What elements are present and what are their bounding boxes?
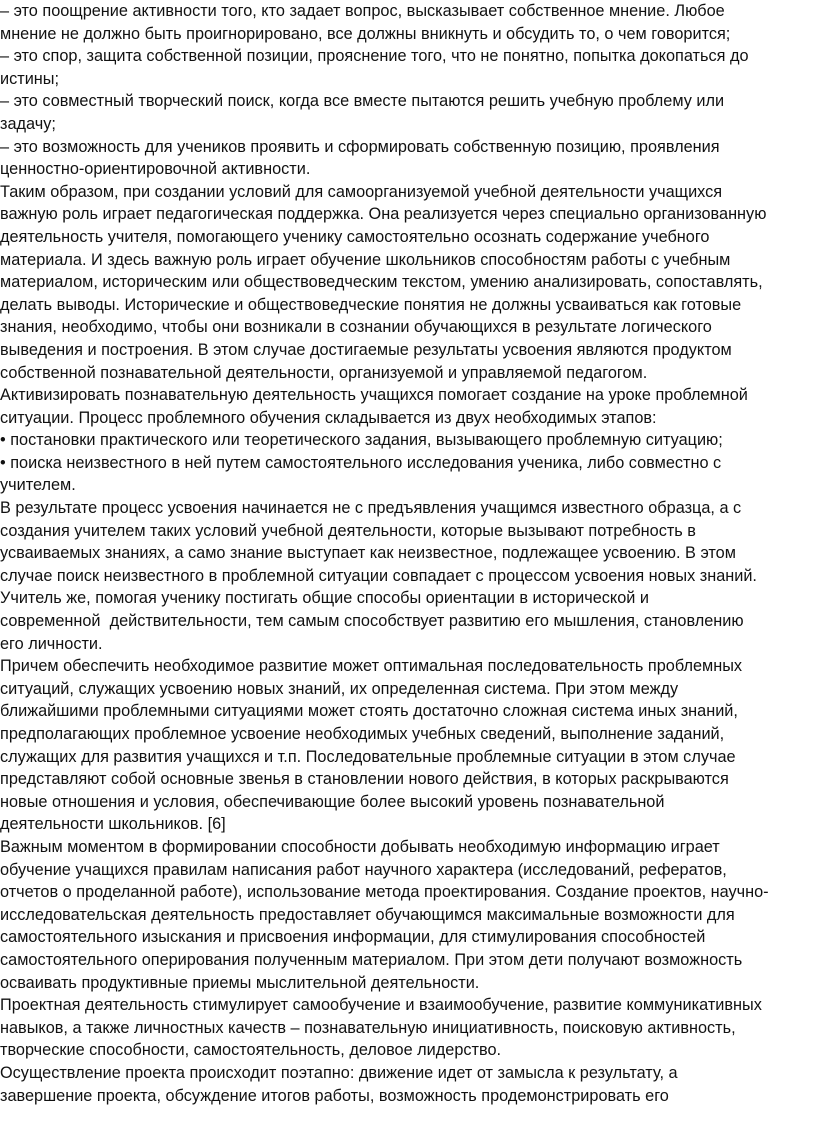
text-line: деятельности школьников. [6] bbox=[0, 815, 226, 834]
text-line: создания учителем таких условий учебной деятельности, которые вызывают потребность в bbox=[0, 521, 696, 540]
text-line: ценностно-ориентировочной активности. bbox=[0, 160, 311, 179]
text-line: • поиска неизвестного в ней путем самостоятельного исследования ученика, либо совместно с bbox=[0, 453, 722, 472]
text-line: его личности. bbox=[0, 634, 103, 653]
text-line: завершение проекта, обсуждение итогов работы, возможность продемонстрировать его bbox=[0, 1086, 669, 1105]
text-line: ситуаций, служащих усвоению новых знаний, их определенная система. При этом между bbox=[0, 679, 679, 698]
text-line: Причем обеспечить необходимое развитие может оптимальная последовательность проблемных bbox=[0, 657, 743, 676]
text-line: ситуации. Процесс проблемного обучения складывается из двух необходимых этапов: bbox=[0, 408, 657, 427]
text-line: самостоятельного оперирования полученным материалом. При этом дети получают возможность bbox=[0, 950, 743, 969]
text-line: ближайшими проблемными ситуациями может стоять достаточно сложная система иных знаний, bbox=[0, 702, 738, 721]
text-line: знания, необходимо, чтобы они возникали в сознании обучающихся в результате логического bbox=[0, 318, 712, 337]
text-line: служащих для развития учащихся и т.п. Последовательные проблемные ситуации в этом случае bbox=[0, 747, 736, 766]
text-line: Учитель же, помогая ученику постигать общие способы ориентации в исторической и bbox=[0, 589, 649, 608]
text-line: новые отношения и условия, обеспечивающие более высокий уровень познавательной bbox=[0, 792, 665, 811]
text-line: В результате процесс усвоения начинается не с предъявления учащимся известного образца, а с bbox=[0, 499, 742, 518]
text-line: • постановки практического или теоретического задания, вызывающего проблемную ситуацию; bbox=[0, 431, 723, 450]
text-line: важную роль играет педагогическая поддержка. Она реализуется через специально организованную bbox=[0, 205, 767, 224]
text-line: задачу; bbox=[0, 114, 56, 133]
text-line: деятельность учителя, помогающего ученику самостоятельно осознать содержание учебного bbox=[0, 227, 710, 246]
text-line: представляют собой основные звенья в становлении нового действия, в которых раскрываются bbox=[0, 770, 729, 789]
text-line: самостоятельного изыскания и присвоения информации, для стимулирования способностей bbox=[0, 928, 706, 947]
text-line: материалом, историческим или обществоведческим текстом, умению анализировать, сопоставлять, bbox=[0, 273, 763, 292]
text-line: Таким образом, при создании условий для самоорганизуемой учебной деятельности учащихся bbox=[0, 182, 723, 201]
text-line: – это поощрение активности того, кто задает вопрос, высказывает собственное мнение. Любое bbox=[0, 2, 725, 20]
text-line: современной действительности, тем самым способствует развитию его мышления, становлению bbox=[0, 612, 744, 631]
text-line: предполагающих проблемное усвоение необходимых учебных сведений, выполнение заданий, bbox=[0, 725, 725, 743]
text-line: отчетов о проделанной работе), использование метода проектирования. Создание проектов, научно- bbox=[0, 883, 769, 902]
text-line: обучение учащихся правилам написания работ научного характера (исследований, рефератов, bbox=[0, 860, 727, 879]
text-line: Активизировать познавательную деятельность учащихся помогает создание на уроке проблемной bbox=[0, 386, 748, 405]
text-line: – это спор, защита собственной позиции, прояснение того, что не понятно, попытка докопаться до bbox=[0, 47, 749, 66]
text-line: – это возможность для учеников проявить и сформировать собственную позицию, проявления bbox=[0, 137, 720, 156]
text-line: Проектная деятельность стимулирует самообучение и взаимообучение, развитие коммуникативных bbox=[0, 996, 762, 1015]
text-line: делать выводы. Исторические и обществоведческие понятия не должны усваиваться как готовые bbox=[0, 295, 742, 314]
text-line: усваиваемых знаниях, а само знание выступает как неизвестное, подлежащее усвоению. В этом bbox=[0, 544, 736, 563]
text-line: выведения и построения. В этом случае достигаемые результаты усвоения являются продуктом bbox=[0, 340, 732, 359]
text-line: исследовательская деятельность предоставляет обучающимся максимальные возможности для bbox=[0, 905, 735, 924]
text-line: Осуществление проекта происходит поэтапно: движение идет от замысла к результату, а bbox=[0, 1063, 678, 1082]
text-line: – это совместный творческий поиск, когда все вместе пытаются решить учебную проблему или bbox=[0, 92, 725, 111]
text-line: навыков, а также личностных качеств – познавательную инициативность, поисковую активность, bbox=[0, 1018, 736, 1037]
text-line: осваивать продуктивные приемы мыслительной деятельности. bbox=[0, 973, 480, 992]
text-line: случае поиск неизвестного в проблемной ситуации совпадает с процессом усвоения новых знаний. bbox=[0, 566, 757, 585]
text-line: материала. И здесь важную роль играет обучение школьников способностям работы с учебным bbox=[0, 250, 731, 269]
text-line: творческие способности, самостоятельность, деловое лидерство. bbox=[0, 1041, 502, 1060]
text-line: собственной познавательной деятельности, организуемой и управляемой педагогом. bbox=[0, 363, 648, 382]
text-line: учителем. bbox=[0, 476, 76, 495]
text-line: мнение не должно быть проигнорировано, все должны вникнуть и обсудить то, о чем говорится; bbox=[0, 24, 731, 43]
text-line: истины; bbox=[0, 69, 60, 88]
text-line: Важным моментом в формировании способности добывать необходимую информацию играет bbox=[0, 837, 720, 856]
